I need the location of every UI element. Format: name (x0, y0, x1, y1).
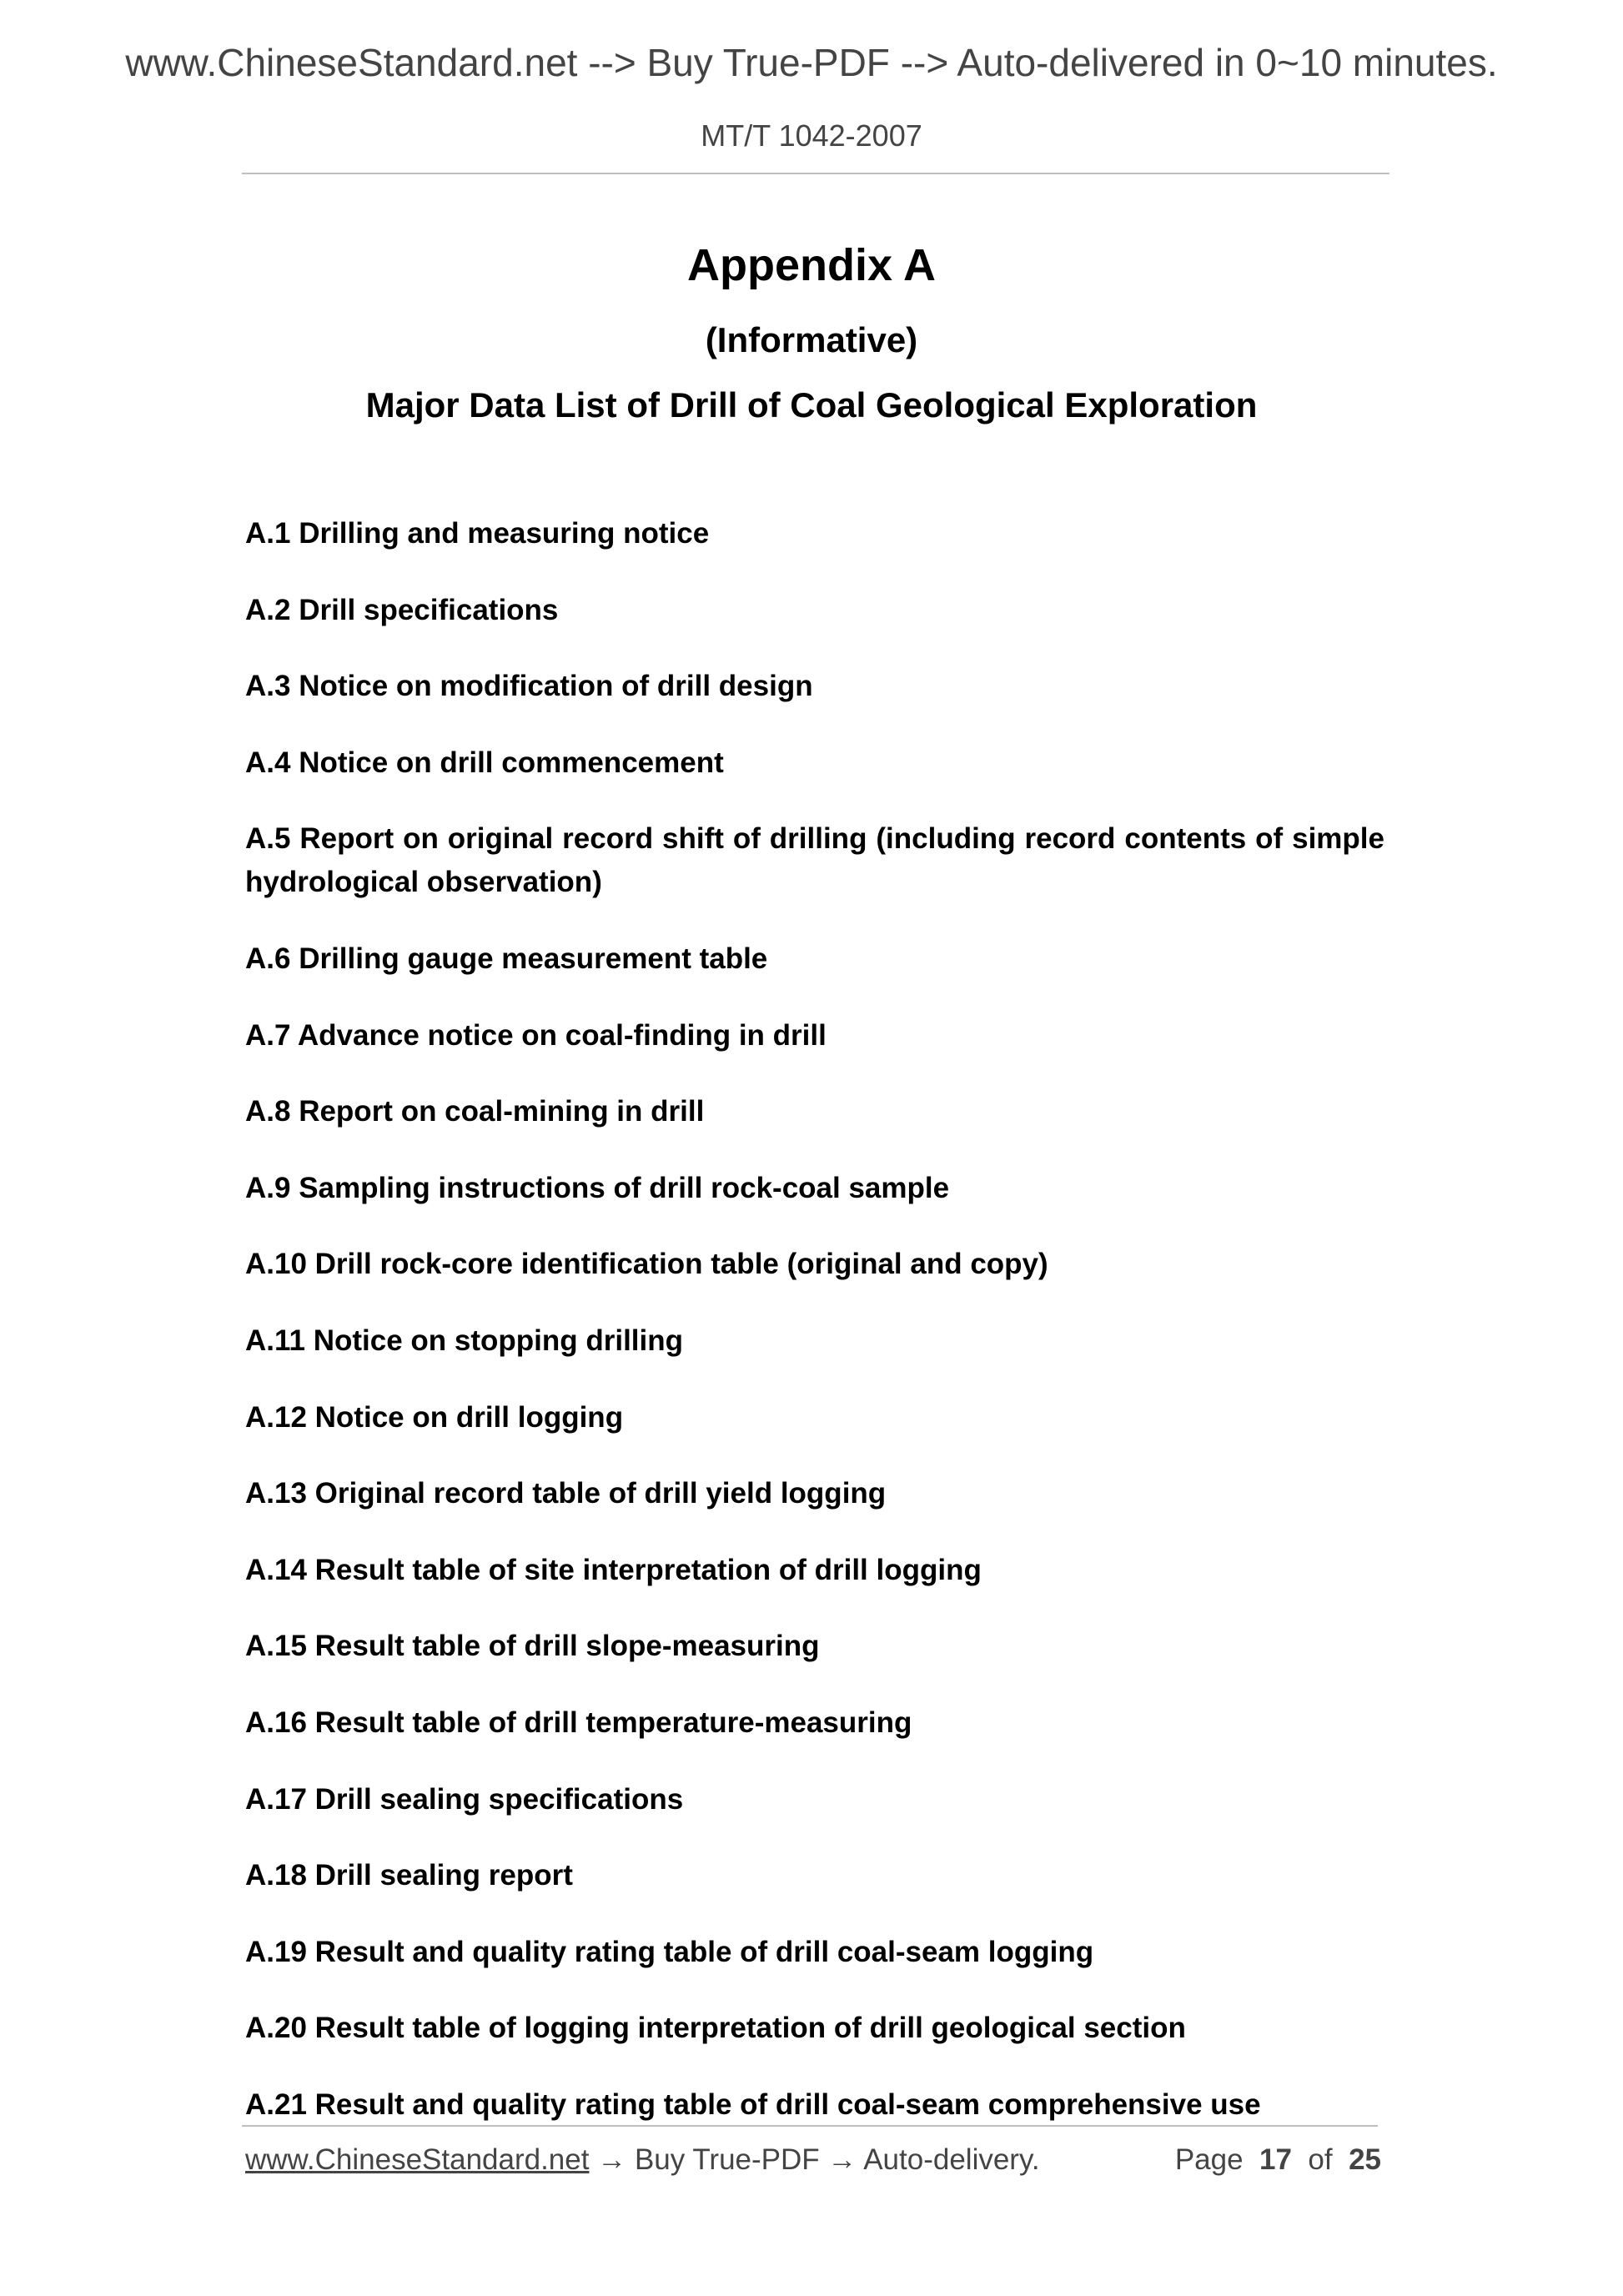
list-item: A.13 Original record table of drill yield logging (245, 1477, 887, 1510)
list-item: A.7 Advance notice on coal-finding in drill (245, 1018, 827, 1052)
page-total: 25 (1349, 2143, 1381, 2176)
list-item: A.21 Result and quality rating table of drill coal-seam comprehensive use (245, 2088, 1261, 2121)
footer-site-link[interactable]: www.ChineseStandard.net (245, 2143, 590, 2176)
list-item: A.8 Report on coal-mining in drill (245, 1095, 705, 1128)
list-item: A.12 Notice on drill logging (245, 1400, 624, 1434)
list-item: A.9 Sampling instructions of drill rock-coal sample (245, 1171, 950, 1204)
list-item: A.20 Result table of logging interpretation of drill geological section (245, 2012, 1186, 2045)
list-item: A.15 Result table of drill slope-measuring (245, 1630, 820, 1663)
page-of: of (1308, 2143, 1333, 2176)
top-banner: www.ChineseStandard.net --> Buy True-PDF --> Auto-delivered in 0~10 minutes. (125, 41, 1498, 84)
arrow-right-icon: → (827, 2143, 857, 2176)
page-current: 17 (1259, 2143, 1292, 2176)
appendix-heading: Major Data List of Drill of Coal Geological Exploration (365, 385, 1258, 425)
appendix-subtitle: (Informative) (705, 320, 918, 359)
arrow-right-icon: → (597, 2143, 627, 2176)
footer-buy-text: Buy True-PDF (634, 2143, 820, 2176)
list-item: A.14 Result table of site interpretation of drill logging (245, 1553, 982, 1586)
list-item: A.19 Result and quality rating table of drill coal-seam logging (245, 1935, 1094, 1968)
header-divider (242, 173, 1389, 174)
list-item: A.1 Drilling and measuring notice (245, 517, 710, 550)
page-number (1175, 2143, 1381, 2177)
footer-delivery-text: Auto-delivery. (863, 2143, 1040, 2176)
appendix-title: Appendix A (686, 240, 936, 290)
data-item-list (245, 512, 1384, 2127)
list-item: A.16 Result table of drill temperature-measuring (245, 1706, 912, 1739)
list-item: A.4 Notice on drill commencement (245, 746, 724, 779)
footer-divider (242, 2125, 1378, 2127)
list-item: A.11 Notice on stopping drilling (245, 1324, 684, 1357)
list-item: A.5 Report on original record shift of drilling (including record contents of simple hydrological observation) (245, 822, 1384, 899)
list-item: A.2 Drill specifications (245, 593, 559, 626)
page-footer (245, 2143, 1381, 2177)
document-code: MT/T 1042-2007 (701, 118, 922, 153)
page-label: Page (1174, 2143, 1244, 2176)
list-item: A.18 Drill sealing report (245, 1859, 573, 1892)
list-item: A.6 Drilling gauge measurement table (245, 942, 768, 975)
list-item: A.3 Notice on modification of drill design (245, 670, 813, 703)
list-item: A.10 Drill rock-core identification table (original and copy) (245, 1248, 1048, 1281)
list-item: A.17 Drill sealing specifications (245, 1782, 684, 1816)
